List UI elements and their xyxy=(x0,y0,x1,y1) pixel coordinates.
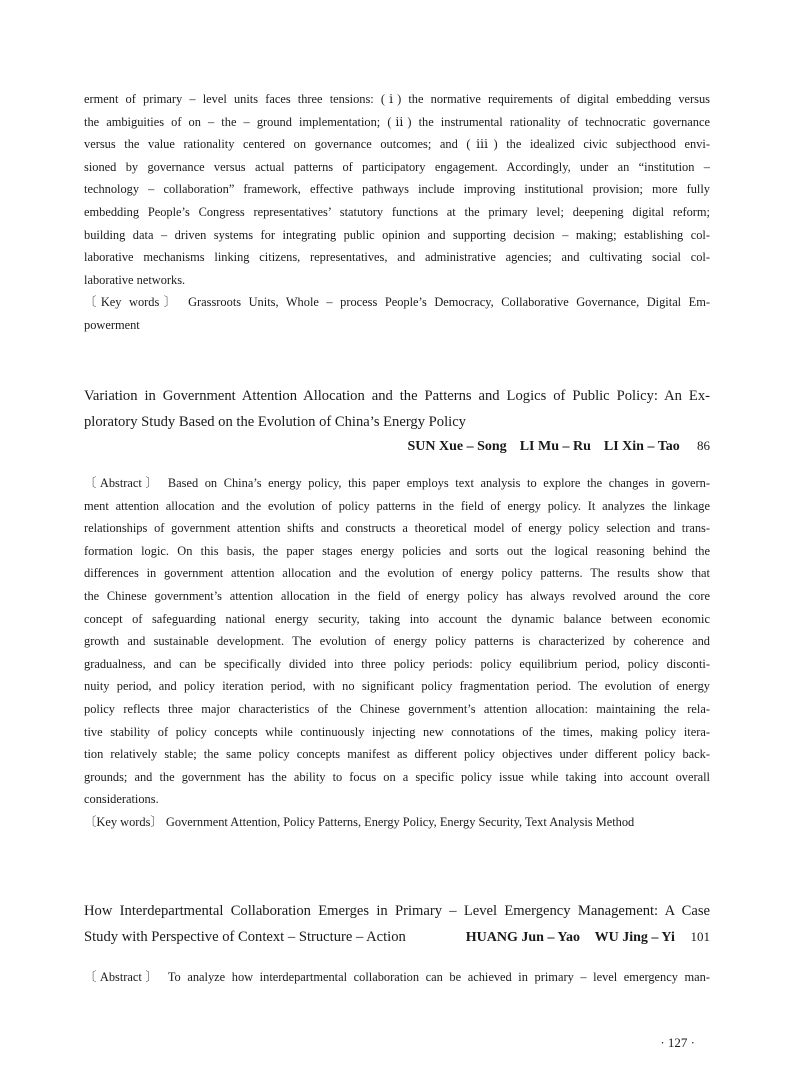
text-line: 〔Abstract〕 To analyze how interdepartmental collaboration can be achieved in primary – level emergency man- xyxy=(84,970,710,984)
text-line: erment of primary – level units faces three tensions: (ⅰ) the normative requirements of digital embedding versus xyxy=(84,92,710,106)
keywords-label: 〔Key words〕 xyxy=(84,814,163,829)
text-line: relationships of government attention shifts and constructs a theoretical model of energy policy selection and trans- xyxy=(84,521,710,536)
title-line xyxy=(84,924,710,950)
keywords-line xyxy=(84,291,710,314)
text-line: formation logic. On this basis, the paper stages energy policies and sorts out the logical reasoning behind the xyxy=(84,543,710,558)
title-line: ploratory Study Based on the Evolution of China’s Energy Policy xyxy=(84,414,466,430)
article-title[interactable] xyxy=(84,898,710,950)
text-line: differences in government attention allocation and the evolution of energy policy patterns. The results show that xyxy=(84,566,710,581)
keywords-text: Government Attention, Policy Patterns, Energy Policy, Energy Security, Text Analysis Method xyxy=(165,814,635,829)
text-line: ment attention allocation and the evolution of policy patterns in the field of energy policy. It analyzes the linkage xyxy=(84,498,710,513)
text-line: laborative networks. xyxy=(84,272,186,287)
author: LI Mu – Ru xyxy=(519,439,591,454)
page-number: 86 xyxy=(697,438,710,453)
keywords xyxy=(84,291,710,336)
text-line: versus the value rationality centered on governance outcomes; and (ⅲ) the idealized civic subjecthood envi- xyxy=(84,137,710,152)
title-text: Study with Perspective of Context – Structure – Action xyxy=(84,929,406,945)
abstract-label: 〔Abstract〕 xyxy=(84,476,162,490)
abstract-text xyxy=(84,472,710,811)
keywords-label: 〔Key words〕 xyxy=(84,295,181,310)
page-number: 101 xyxy=(690,929,710,944)
keywords-line: powerment xyxy=(84,317,140,332)
article-authors xyxy=(84,435,710,458)
abstract-text xyxy=(84,88,710,291)
text-line: laborative mechanisms linking citizens, representatives, and administrative agencies; and cultivating social col- xyxy=(84,250,710,265)
text-line: the ambiguities of on – the – ground implementation; (ⅱ) the instrumental rationality of technocratic governance xyxy=(84,114,710,129)
text-line: nuity period, and policy iteration period, with no significant policy fragmentation period. The evolution of energy xyxy=(84,679,710,694)
text-line: concept of safeguarding national energy security, taking into account the dynamic balance between economic xyxy=(84,611,710,626)
text-line: grounds; and the government has the ability to focus on a specific policy issue while taking into account overall xyxy=(84,769,710,784)
text-line: the Chinese government’s attention allocation in the field of energy policy has always revolved around the core xyxy=(84,588,710,603)
author: SUN Xue – Song xyxy=(407,439,507,454)
author: LI Xin – Tao xyxy=(603,439,680,454)
text-line: tion relatively stable; the same policy concepts manifest as different policy objectives under different policy back- xyxy=(84,747,710,762)
text-line: growth and sustainable development. The evolution of energy policy patterns is characterized by coherence and xyxy=(84,634,710,649)
article-title[interactable] xyxy=(84,383,710,435)
keywords xyxy=(84,811,710,834)
keywords-text: Grassroots Units, Whole – process People’s Democracy, Collaborative Governance, Digital Em- xyxy=(188,295,710,310)
text-line: considerations. xyxy=(84,792,159,807)
text-line: building data – driven systems for integrating public opinion and supporting decision – making; establishing col- xyxy=(84,227,710,242)
author: WU Jing – Yi xyxy=(594,930,675,945)
text-line: tive stability of policy concepts while continuously injecting new connotations of the times, making policy itera- xyxy=(84,724,710,739)
title-line: How Interdepartmental Collaboration Emerges in Primary – Level Emergency Management: A Case xyxy=(84,903,710,919)
article-entry xyxy=(84,383,710,834)
author: HUANG Jun – Yao xyxy=(465,930,580,945)
text-line: embedding People’s Congress representatives’ statutory functions at the primary level; deepening digital reform; xyxy=(84,204,710,219)
abstract-label: 〔Abstract〕 xyxy=(84,970,162,984)
article-entry xyxy=(84,898,710,989)
continued-abstract xyxy=(84,88,710,337)
text-line: policy reflects three major characteristics of the Chinese government’s attention allocation: maintaining the rela- xyxy=(84,701,710,716)
article-authors xyxy=(466,924,710,951)
keywords-line xyxy=(84,811,710,834)
title-line: Variation in Government Attention Allocation and the Patterns and Logics of Public Policy: An Ex- xyxy=(84,388,710,404)
text-line: sioned by governance versus actual patterns of participatory engagement. Accordingly, under an “institution – xyxy=(84,159,710,174)
text-line: 〔Abstract〕 Based on China’s energy policy, this paper employs text analysis to explore the changes in govern- xyxy=(84,476,710,490)
text-line: gradualness, and can be specifically divided into three policy periods: policy equilibrium period, policy disconti- xyxy=(84,656,710,671)
abstract-text xyxy=(84,966,710,989)
page-folio: · 127 · xyxy=(660,1035,695,1050)
text-line: technology – collaboration” framework, effective pathways include improving institutional provision; more fully xyxy=(84,182,710,197)
